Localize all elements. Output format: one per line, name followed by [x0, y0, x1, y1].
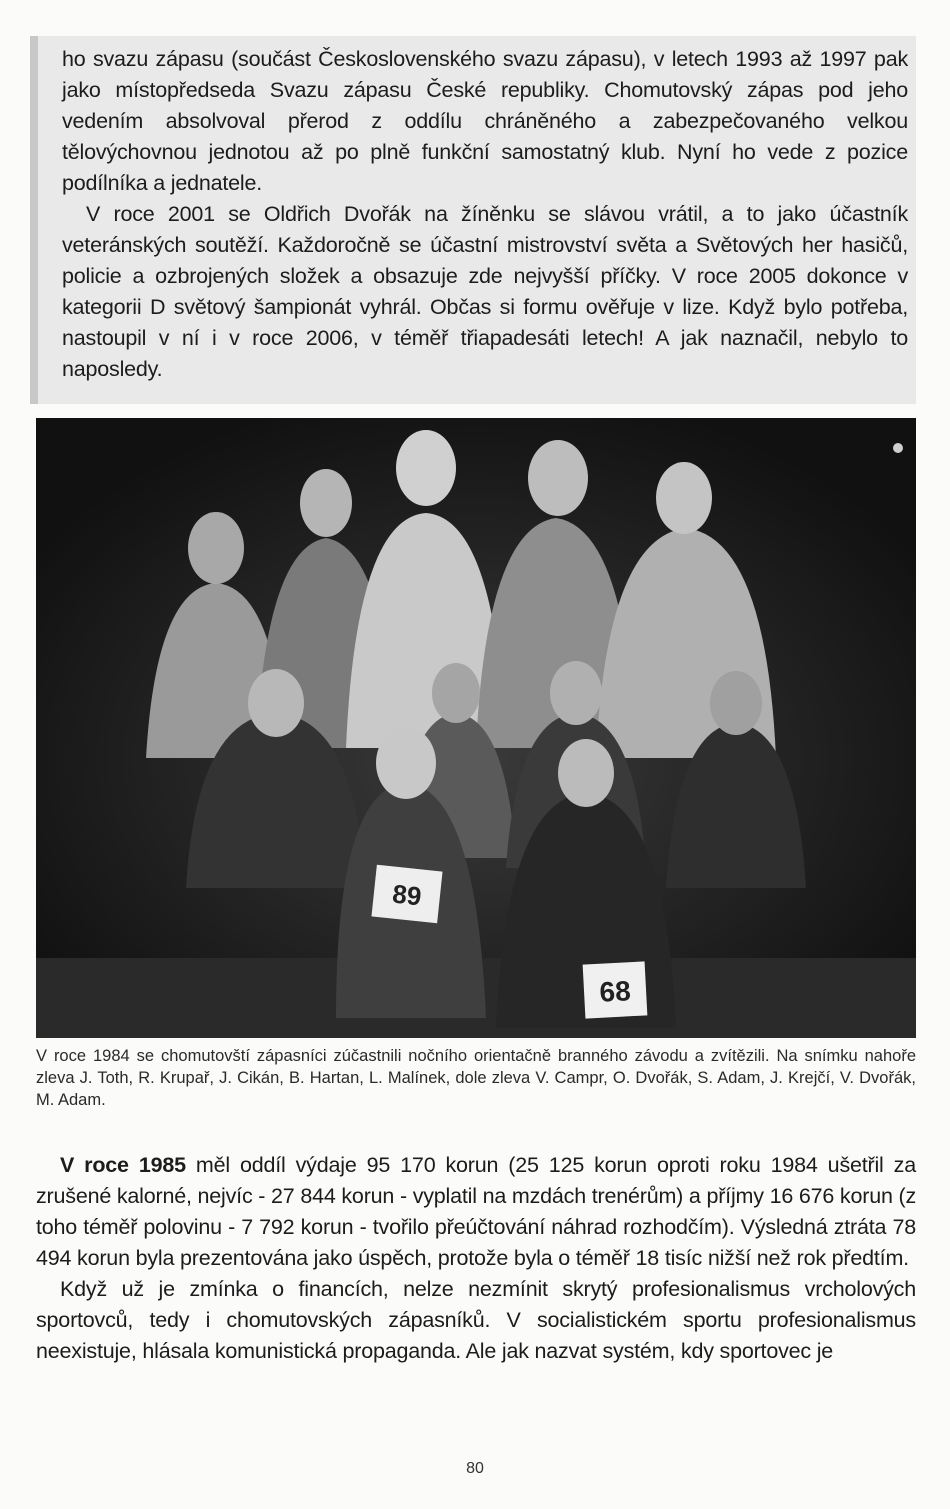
team-photo — [36, 418, 916, 1038]
paragraph-1-lead: V roce 1985 — [60, 1153, 186, 1177]
bib-number-89: 89 — [390, 878, 423, 912]
paragraph-1 — [36, 1150, 916, 1274]
sidebar-text — [62, 44, 908, 385]
team-photo-illustration — [36, 418, 916, 1038]
sidebar-paragraph-1: ho svazu zápasu (součást Československého svazu zápasu), v letech 1993 až 1997 pak jako místopředseda Svazu zápasu České republiky. Chomutovský zápas pod jeho vedením absolvoval přerod z oddílu chráněného a zabezpečovaného velkou tělovýchovnou jednotou až po plně funkční samostatný klub. Nyní ho vede z pozice podílníka a jednatele. — [62, 47, 908, 195]
bib-89 — [371, 865, 442, 924]
main-text — [36, 1150, 916, 1367]
light-spot — [893, 443, 903, 453]
bib-number-68: 68 — [598, 975, 632, 1008]
photo-caption: V roce 1984 se chomutovští zápasníci zúčastnili nočního orientačně branného závodu a zvítězili. Na snímku nahoře zleva J. Toth, R. Krupař, J. Cikán, B. Hartan, L. Malínek, dole zleva V. Campr, O. Dvořák, S. Adam, J. Krejčí, V. Dvořák, M. Adam. — [36, 1047, 916, 1109]
bib-68 — [583, 961, 648, 1018]
page-number: 80 — [466, 1460, 484, 1477]
paragraph-1-rest: měl oddíl výdaje 95 170 korun (25 125 korun oproti roku 1984 ušetřil za zrušené kalorné, nejvíc - 27 844 korun - vyplatil na mzdách trenérům) a příjmy 16 676 korun (z toho téměř polovinu - 7 792 korun - tvořilo přeúčtování náhrad rozhodčím). Výsledná ztráta 78 494 korun byla prezentována jako úspěch, protože byla o téměř 18 tisíc nižší než rok předtím. — [36, 1153, 916, 1270]
paragraph-2: Když už je zmínka o financích, nelze nezmínit skrytý profesionalismus vrcholových sportovců, tedy i chomutovských zápasníků. V socialistickém sportu profesionalismus neexistuje, hlásala komunistická propaganda. Ale jak nazvat systém, kdy sportovec je — [36, 1277, 916, 1363]
sidebar-paragraph-2: V roce 2001 se Oldřich Dvořák na žíněnku se slávou vrátil, a to jako účastník veteránských soutěží. Každoročně se účastní mistrovství světa a Světových her hasičů, policie a ozbrojených složek a obsazuje zde nejvyšší příčky. V roce 2005 dokonce v kategorii D světový šampionát vyhrál. Občas si formu ověřuje v lize. Když bylo potřeba, nastoupil v ní i v roce 2006, v téměř třiapadesáti letech! A jak naznačil, nebylo to naposledy. — [62, 202, 908, 381]
